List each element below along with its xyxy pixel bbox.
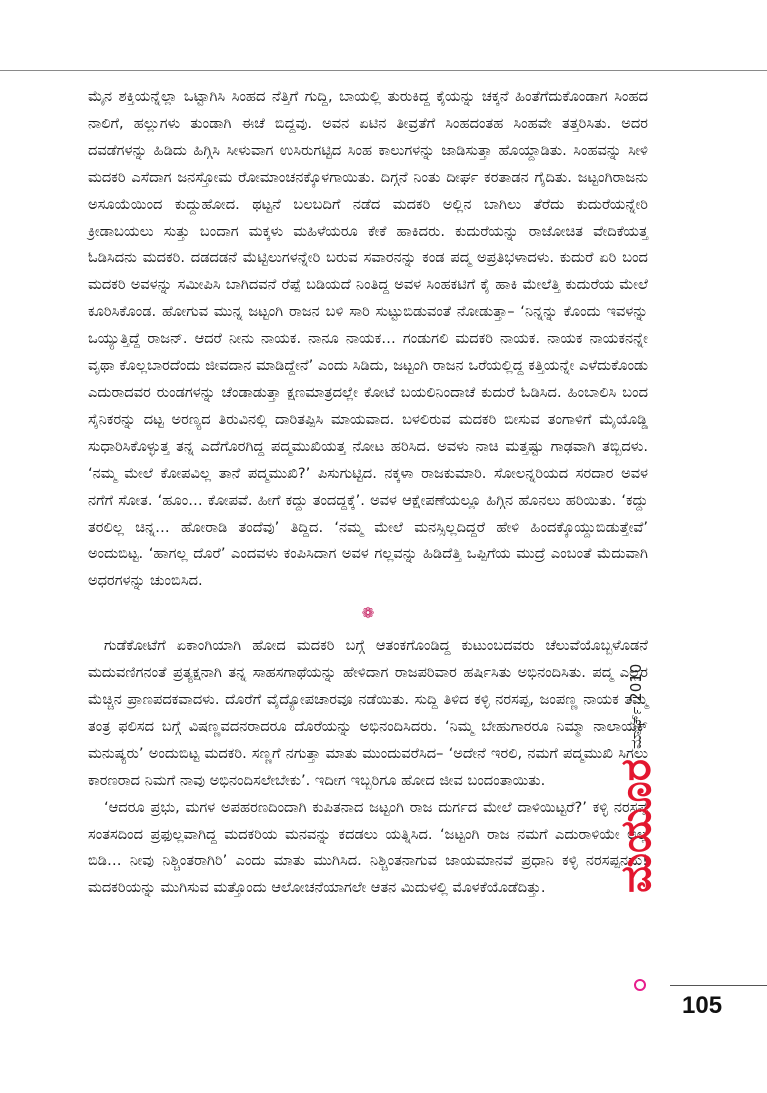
magazine-sidebar-rotated — [606, 664, 666, 893]
article-body — [88, 84, 648, 902]
circle-ring-icon — [634, 979, 646, 991]
issue-date: ಮಾರ್ಚ್ 2010 — [627, 663, 645, 750]
article-paragraph: ಮೈನ ಶಕ್ತಿಯನ್ನೆಲ್ಲಾ ಒಟ್ಟಾಗಿಸಿ ಸಿಂಹದ ನೆತ್ತಿಗೆ ಗುದ್ದಿ, ಬಾಯಲ್ಲಿ ತುರುಕಿದ್ದ ಕೈಯನ್ನು ಚಕ್ಕನೆ ಹಿಂತೆಗೆದುಕೊಂಡಾಗ ಸಿಂಹದ ನಾಲಿಗೆ, ಹಲ್ಲುಗಳು ತುಂಡಾಗಿ ಈಚೆ ಬಿದ್ದವು. ಅವನ ಏಟಿನ ತೀವ್ರತೆಗೆ ಸಿಂಹದಂತಹ ಸಿಂಹವೇ ತತ್ತರಿಸಿತು. ಅದರ ದವಡೆಗಳನ್ನು ಹಿಡಿದು ಹಿಗ್ಗಿಸಿ ಸೀಳುವಾಗ ಉಸಿರುಗಟ್ಟಿದ ಸಿಂಹ ಕಾಲುಗಳನ್ನು ಜಾಡಿಸುತ್ತಾ ಹೊಯ್ದಾಡಿತು. ಸಿಂಹವನ್ನು ಸೀಳಿ ಮದಕರಿ ಎಸೆದಾಗ ಜನಸ್ತೋಮ ರೋಮಾಂಚನಕ್ಕೊಳಗಾಯಿತು. ದಿಗ್ಗನೆ ನಿಂತು ದೀರ್ಘ ಕರತಾಡನ ಗೈದಿತು. ಜಟ್ಟಂಗಿರಾಜನು ಅಸೂಯೆಯಿಂದ ಕುದ್ದುಹೋದ. ಥಟ್ಟನೆ ಬಲಬದಿಗೆ ನಡೆದ ಮದಕರಿ ಅಲ್ಲಿನ ಬಾಗಿಲು ತೆರೆದು ಕುದುರೆಯನ್ನೇರಿ ಕ್ರೀಡಾಬಯಲು ಸುತ್ತು ಬಂದಾಗ ಮಕ್ಕಳು ಮಹಿಳೆಯರೂ ಕೇಕೆ ಹಾಕಿದರು. ಕುದುರೆಯನ್ನು ರಾಜೋಚಿತ ವೇದಿಕೆಯತ್ತ ಓಡಿಸಿದನು ಮದಕರಿ. ದಡದಡನೆ ಮೆಟ್ಟಿಲುಗಳನ್ನೇರಿ ಬರುವ ಸವಾರನನ್ನು ಕಂಡ ಪದ್ಮ ಅಪ್ರತಿಭಳಾದಳು. ಕುದುರೆ ಏರಿ ಬಂದ ಮದಕರಿ ಅವಳನ್ನು ಸಮೀಪಿಸಿ ಬಾಗಿದವನೆ ರೆಪ್ಪೆ ಬಡಿಯದೆ ನಿಂತಿದ್ದ ಅವಳ ಸಿಂಹಕಟಿಗೆ ಕೈ ಹಾಕಿ ಮೇಲೆತ್ತಿ ಕುದುರೆಯ ಮೇಲೆ ಕೂರಿಸಿಕೊಂಡ. ಹೋಗುವ ಮುನ್ನ ಜಟ್ಟಂಗಿ ರಾಜನ ಬಳಿ ಸಾರಿ ಸುಟ್ಟುಬಿಡುವಂತೆ ನೋಡುತ್ತಾ– ‘ನಿನ್ನನ್ನು ಕೊಂದು ಇವಳನ್ನು ಒಯ್ಯುತ್ತಿದ್ದೆ ರಾಜನ್. ಆದರೆ ನೀನು ನಾಯಕ. ನಾನೂ ನಾಯಕ… ಗಂಡುಗಲಿ ಮದಕರಿ ನಾಯಕ. ನಾಯಕ ನಾಯಕನನ್ನೇ ವೃಥಾ ಕೊಲ್ಲಬಾರದೆಂದು ಜೀವದಾನ ಮಾಡಿದ್ದೇನೆ’ ಎಂದು ಸಿಡಿದು, ಜಟ್ಟಂಗಿ ರಾಜನ ಒರೆಯಲ್ಲಿದ್ದ ಕತ್ತಿಯನ್ನೇ ಎಳೆದುಕೊಂಡು ಎದುರಾದವರ ರುಂಡಗಳನ್ನು ಚೆಂಡಾಡುತ್ತಾ ಕ್ಷಣಮಾತ್ರದಲ್ಲೇ ಕೋಟೆ ಬಯಲಿನಿಂದಾಚೆ ಕುದುರೆ ಓಡಿಸಿದ. ಹಿಂಬಾಲಿಸಿ ಬಂದ ಸೈನಿಕರನ್ನು ದಟ್ಟ ಅರಣ್ಯದ ತಿರುವಿನಲ್ಲಿ ದಾರಿತಪ್ಪಿಸಿ ಮಾಯವಾದ. ಬಳಲಿರುವ ಮದಕರಿ ಬೀಸುವ ತಂಗಾಳಿಗೆ ಮೈಯೊಡ್ಡಿ ಸುಧಾರಿಸಿಕೊಳ್ಳುತ್ತ ತನ್ನ ಎದೆಗೊರಗಿದ್ದ ಪದ್ಮಮುಖಿಯತ್ತ ನೋಟ ಹರಿಸಿದ. ಅವಳು ನಾಚಿ ಮತ್ತಷ್ಟು ಗಾಢವಾಗಿ ತಬ್ಬಿದಳು. ‘ನಮ್ಮ ಮೇಲೆ ಕೋಪವಿಲ್ಲ ತಾನೆ ಪದ್ಮಮುಖಿ?’ ಪಿಸುಗುಟ್ಟಿದ. ನಕ್ಕಳಾ ರಾಜಕುಮಾರಿ. ಸೋಲನ್ನರಿಯದ ಸರದಾರ ಅವಳ ನಗೆಗೆ ಸೋತ. ‘ಹೂಂ… ಕೋಪವೆ. ಹೀಗೆ ಕದ್ದು ತಂದದ್ದಕ್ಕೆ’. ಅವಳ ಆಕ್ಷೇಪಣೆಯಲ್ಲೂ ಹಿಗ್ಗಿನ ಹೊನಲು ಹರಿಯಿತು. ‘ಕದ್ದು ತರಲಿಲ್ಲ ಚಿನ್ನ… ಹೋರಾಡಿ ತಂದೆವು’ ತಿದ್ದಿದ. ‘ನಮ್ಮ ಮೇಲೆ ಮನಸ್ಸಿಲ್ಲದಿದ್ದರೆ ಹೇಳಿ ಹಿಂದಕ್ಕೊಯ್ದುಬಿಡುತ್ತೇವೆ’ ಅಂದುಬಿಟ್ಟ. ‘ಹಾಗಲ್ಲ ದೊರೆ’ ಎಂದವಳು ಕಂಪಿಸಿದಾಗ ಅವಳ ಗಲ್ಲವನ್ನು ಹಿಡಿದೆತ್ತಿ ಒಪ್ಪಿಗೆಯ ಮುದ್ರೆ ಎಂಬಂತೆ ಮೆದುವಾಗಿ ಅಧರಗಳನ್ನು ಚುಂಬಿಸಿದ. — [88, 88, 648, 590]
magazine-logo: ಮಯೂರ — [611, 759, 660, 893]
top-divider — [0, 70, 767, 71]
article-paragraph: ‘ಆದರೂ ಪ್ರಭು, ಮಗಳ ಅಪಹರಣದಿಂದಾಗಿ ಕುಪಿತನಾದ ಜಟ್ಟಂಗಿ ರಾಜ ದುರ್ಗದ ಮೇಲೆ ದಾಳಿಯಿಟ್ಟರೆ?’ ಕಳ್ಳಿ ನರಸಪ್ಪ ಸಂತಸದಿಂದ ಪ್ರಫುಲ್ಲವಾಗಿದ್ದ ಮದಕರಿಯ ಮನವನ್ನು ಕದಡಲು ಯತ್ನಿಸಿದ. ‘ಜಟ್ಟಂಗಿ ರಾಜ ನಮಗೆ ಎದುರಾಳಿಯೇ ಅಲ್ಲ ಬಿಡಿ… ನೀವು ನಿಶ್ಚಿಂತರಾಗಿರಿ’ ಎಂದು ಮಾತು ಮುಗಿಸಿದ. ನಿಶ್ಚಿಂತನಾಗುವ ಜಾಯಮಾನವೆ ಪ್ರಧಾನಿ ಕಳ್ಳಿ ನರಸಪ್ಪನದು! ಮದಕರಿಯನ್ನು ಮುಗಿಸುವ ಮತ್ತೊಂದು ಆಲೋಚನೆಯಾಗಲೇ ಆತನ ಮಿದುಳಲ್ಲಿ ಮೊಳಕೆಯೊಡೆದಿತ್ತು. — [88, 798, 648, 897]
footer-divider — [670, 985, 767, 986]
flower-ornament-icon: ❁ — [361, 604, 375, 623]
page-number: 105 — [682, 992, 723, 1019]
article-paragraph: ಗುಡೆಕೋಟೆಗೆ ಏಕಾಂಗಿಯಾಗಿ ಹೋದ ಮದಕರಿ ಬಗ್ಗೆ ಆತಂಕಗೊಂಡಿದ್ದ ಕುಟುಂಬದವರು ಚೆಲುವೆಯೊಬ್ಬಳೊಡನೆ ಮದುವಣಿಗನಂತೆ ಪ್ರತ್ಯಕ್ಷನಾಗಿ ತನ್ನ ಸಾಹಸಗಾಥೆಯನ್ನು ಹೇಳಿದಾಗ ರಾಜಪರಿವಾರ ಹರ್ಷಿಸಿತು ಅಭಿನಂದಿಸಿತು. ಪದ್ಮ ಎಲ್ಲರ ಮೆಚ್ಚಿನ ಪ್ರಾಣಪದಕವಾದಳು. ದೊರೆಗೆ ವೈದ್ಯೋಪಚಾರವೂ ನಡೆಯಿತು. ಸುದ್ದಿ ತಿಳಿದ ಕಳ್ಳಿ ನರಸಪ್ಪ, ಜಂಪಣ್ಣ ನಾಯಕ ತಮ್ಮ ತಂತ್ರ ಫಲಿಸದ ಬಗ್ಗೆ ವಿಷಣ್ಣವದನರಾದರೂ ದೊರೆಯನ್ನು ಅಭಿನಂದಿಸಿದರು. ‘ನಿಮ್ಮ ಬೇಹುಗಾರರೂ ನಿಮ್ಮಾ ನಾಲಾಯಕ್ ಮನುಷ್ಯರು’ ಅಂದುಬಿಟ್ಟ ಮದಕರಿ. ಸಣ್ಣಗೆ ನಗುತ್ತಾ ಮಾತು ಮುಂದುವರೆಸಿದ– ‘ಅದೇನೆ ಇರಲಿ, ನಮಗೆ ಪದ್ಮಮುಖಿ ಸಿಗಲು ಕಾರಣರಾದ ನಿಮಗೆ ನಾವು ಅಭಿನಂದಿಸಲೇಬೇಕು’. ಇದೀಗ ಇಬ್ಬರಿಗೂ ಹೋದ ಜೀವ ಬಂದಂತಾಯಿತು. — [88, 637, 648, 789]
